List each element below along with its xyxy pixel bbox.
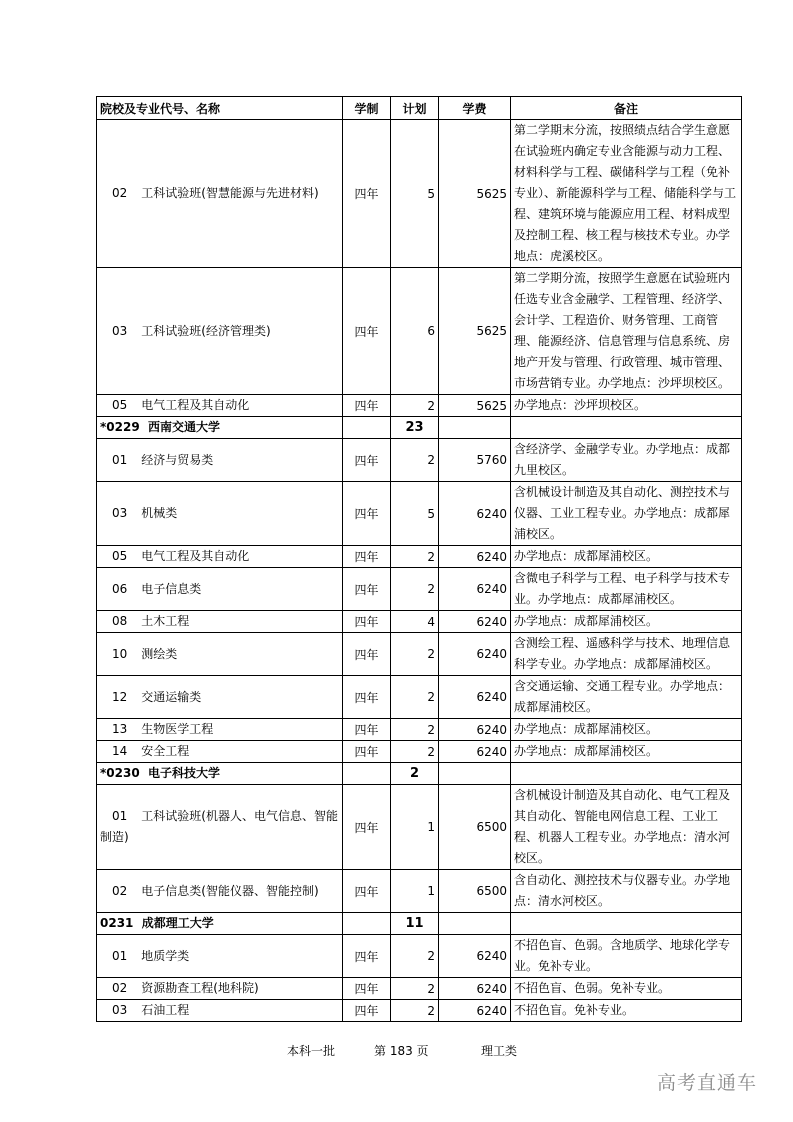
fee-cell: 6240 — [439, 1000, 511, 1022]
fee-cell: 6500 — [439, 785, 511, 870]
table-row — [97, 676, 742, 719]
system-cell — [343, 763, 391, 785]
table-row — [97, 978, 742, 1000]
plan-cell: 2 — [391, 935, 439, 978]
admission-plan-table — [96, 96, 742, 1022]
fee-cell: 6240 — [439, 546, 511, 568]
plan-cell: 2 — [391, 719, 439, 741]
plan-cell: 2 — [391, 978, 439, 1000]
fee-cell — [439, 417, 511, 439]
plan-cell: 4 — [391, 611, 439, 633]
plan-cell: 2 — [391, 676, 439, 719]
major-name: 电子信息类(智能仪器、智能控制) — [141, 883, 319, 898]
school-name: 西南交通大学 — [148, 420, 221, 434]
header-plan: 计划 — [391, 97, 439, 120]
major-cell — [97, 439, 343, 482]
major-name: 电气工程及其自动化 — [141, 398, 250, 412]
fee-cell: 6500 — [439, 870, 511, 913]
school-code: *0230 — [100, 766, 140, 780]
major-code: 03 — [112, 323, 128, 338]
note-cell: 不招色盲。免补专业。 — [511, 1000, 742, 1022]
major-name: 工科试验班(机器人、电气信息、智能制造) — [100, 809, 338, 844]
major-code: 03 — [112, 1003, 128, 1017]
system-cell: 四年 — [343, 546, 391, 568]
table-row — [97, 395, 742, 417]
major-cell — [97, 1000, 343, 1022]
system-cell: 四年 — [343, 741, 391, 763]
major-code: 13 — [112, 722, 128, 736]
major-name: 工科试验班(智慧能源与先进材料) — [141, 186, 319, 200]
major-name: 工科试验班(经济管理类) — [141, 323, 271, 338]
header-note: 备注 — [511, 97, 742, 120]
major-name: 交通运输类 — [141, 689, 202, 704]
fee-cell — [439, 763, 511, 785]
fee-cell: 6240 — [439, 611, 511, 633]
note-cell: 第二学期分流，按照学生意愿在试验班内任选专业含金融学、工程管理、经济学、会计学、工程造价、财务管理、工商管理、能源经济、信息管理与信息系统、房地产开发与管理、行政管理、城市管理、市场营销专业。办学地点：沙坪坝校区。 — [511, 268, 742, 395]
note-cell: 含经济学、金融学专业。办学地点：成都九里校区。 — [511, 439, 742, 482]
major-cell — [97, 741, 343, 763]
school-row — [97, 763, 742, 785]
major-cell — [97, 611, 343, 633]
major-code: 01 — [112, 948, 128, 963]
major-code: 05 — [112, 549, 128, 563]
fee-cell — [439, 913, 511, 935]
major-code: 14 — [112, 744, 128, 758]
table-row — [97, 870, 742, 913]
table-row — [97, 633, 742, 676]
major-cell — [97, 482, 343, 546]
system-cell: 四年 — [343, 935, 391, 978]
note-cell: 第二学期末分流，按照绩点结合学生意愿在试验班内确定专业含能源与动力工程、材料科学与工程、碳储科学与工程（免补专业）、新能源科学与工程、储能科学与工程、建筑环境与能源应用工程、材料成型及控制工程、核工程与核技术专业。办学地点：虎溪校区。 — [511, 120, 742, 268]
footer-batch: 本科一批 — [287, 1044, 336, 1058]
note-cell: 办学地点：成都犀浦校区。 — [511, 741, 742, 763]
school-cell — [97, 763, 343, 785]
school-name: 电子科技大学 — [148, 766, 221, 780]
table-row — [97, 785, 742, 870]
system-cell — [343, 913, 391, 935]
table-row — [97, 568, 742, 611]
major-code: 05 — [112, 398, 128, 412]
school-cell — [97, 417, 343, 439]
table-row — [97, 482, 742, 546]
system-cell: 四年 — [343, 719, 391, 741]
major-code: 03 — [112, 506, 128, 520]
school-code: *0229 — [100, 420, 140, 434]
school-plan-total: 11 — [391, 913, 439, 935]
major-name: 土木工程 — [141, 614, 190, 628]
note-cell: 不招色盲、色弱。免补专业。 — [511, 978, 742, 1000]
table-row — [97, 741, 742, 763]
fee-cell: 6240 — [439, 978, 511, 1000]
fee-cell: 5760 — [439, 439, 511, 482]
major-code: 01 — [112, 452, 128, 467]
fee-cell: 6240 — [439, 935, 511, 978]
table-row — [97, 719, 742, 741]
major-cell — [97, 935, 343, 978]
fee-cell: 5625 — [439, 268, 511, 395]
fee-cell: 6240 — [439, 676, 511, 719]
major-name: 地质学类 — [141, 948, 190, 963]
note-cell: 不招色盲、色弱。含地质学、地球化学专业。免补专业。 — [511, 935, 742, 978]
major-name: 石油工程 — [141, 1003, 190, 1017]
fee-cell: 5625 — [439, 395, 511, 417]
plan-cell: 2 — [391, 1000, 439, 1022]
major-cell — [97, 785, 343, 870]
table-row — [97, 1000, 742, 1022]
note-cell: 含自动化、测控技术与仪器专业。办学地点：清水河校区。 — [511, 870, 742, 913]
major-name: 安全工程 — [141, 744, 190, 758]
major-cell — [97, 676, 343, 719]
major-code: 12 — [112, 689, 128, 704]
note-cell — [511, 417, 742, 439]
plan-cell: 5 — [391, 482, 439, 546]
major-name: 资源勘查工程(地科院) — [141, 981, 259, 995]
major-code: 06 — [112, 581, 128, 596]
fee-cell: 6240 — [439, 741, 511, 763]
header-name: 院校及专业代号、名称 — [97, 97, 343, 120]
watermark: 高考直通车 — [657, 1072, 758, 1094]
plan-cell: 2 — [391, 633, 439, 676]
school-code: 0231 — [100, 916, 134, 930]
note-cell: 办学地点：成都犀浦校区。 — [511, 611, 742, 633]
major-cell — [97, 978, 343, 1000]
system-cell: 四年 — [343, 268, 391, 395]
footer-page-number: 第 183 页 — [374, 1044, 429, 1058]
fee-cell: 5625 — [439, 120, 511, 268]
school-cell — [97, 913, 343, 935]
major-name: 测绘类 — [141, 646, 178, 661]
plan-cell: 1 — [391, 870, 439, 913]
plan-cell: 2 — [391, 546, 439, 568]
major-code: 02 — [112, 883, 128, 898]
major-name: 机械类 — [141, 506, 178, 520]
major-name: 经济与贸易类 — [141, 452, 214, 467]
school-plan-total: 23 — [391, 417, 439, 439]
major-cell — [97, 870, 343, 913]
major-code: 02 — [112, 186, 128, 200]
system-cell: 四年 — [343, 120, 391, 268]
footer-category: 理工类 — [481, 1044, 518, 1058]
major-cell — [97, 633, 343, 676]
system-cell: 四年 — [343, 395, 391, 417]
header-system: 学制 — [343, 97, 391, 120]
major-code: 01 — [112, 809, 128, 823]
system-cell: 四年 — [343, 978, 391, 1000]
major-code: 08 — [112, 614, 128, 628]
table-row — [97, 120, 742, 268]
system-cell: 四年 — [343, 1000, 391, 1022]
major-cell — [97, 120, 343, 268]
table-row — [97, 935, 742, 978]
system-cell: 四年 — [343, 633, 391, 676]
system-cell: 四年 — [343, 568, 391, 611]
major-cell — [97, 719, 343, 741]
plan-cell: 2 — [391, 568, 439, 611]
plan-cell: 6 — [391, 268, 439, 395]
plan-cell: 2 — [391, 741, 439, 763]
major-code: 02 — [112, 981, 128, 995]
major-name: 电子信息类 — [141, 581, 202, 596]
table-row — [97, 439, 742, 482]
note-cell: 含机械设计制造及其自动化、测控技术与仪器、工业工程专业。办学地点：成都犀浦校区。 — [511, 482, 742, 546]
note-cell: 办学地点：成都犀浦校区。 — [511, 719, 742, 741]
major-cell — [97, 395, 343, 417]
header-fee: 学费 — [439, 97, 511, 120]
note-cell: 办学地点：成都犀浦校区。 — [511, 546, 742, 568]
major-code: 10 — [112, 646, 128, 661]
major-cell — [97, 546, 343, 568]
fee-cell: 6240 — [439, 568, 511, 611]
note-cell — [511, 913, 742, 935]
table-header-row — [97, 97, 742, 120]
system-cell: 四年 — [343, 439, 391, 482]
system-cell — [343, 417, 391, 439]
school-name: 成都理工大学 — [141, 916, 214, 930]
note-cell — [511, 763, 742, 785]
school-row — [97, 913, 742, 935]
note-cell: 含微电子科学与工程、电子科学与技术专业。办学地点：成都犀浦校区。 — [511, 568, 742, 611]
system-cell: 四年 — [343, 870, 391, 913]
school-plan-total: 2 — [391, 763, 439, 785]
fee-cell: 6240 — [439, 633, 511, 676]
table-row — [97, 611, 742, 633]
major-cell — [97, 568, 343, 611]
system-cell: 四年 — [343, 785, 391, 870]
school-row — [97, 417, 742, 439]
note-cell: 含交通运输、交通工程专业。办学地点：成都犀浦校区。 — [511, 676, 742, 719]
fee-cell: 6240 — [439, 719, 511, 741]
system-cell: 四年 — [343, 611, 391, 633]
note-cell: 含机械设计制造及其自动化、电气工程及其自动化、智能电网信息工程、工业工程、机器人工程专业。办学地点：清水河校区。 — [511, 785, 742, 870]
plan-cell: 5 — [391, 120, 439, 268]
note-cell: 办学地点：沙坪坝校区。 — [511, 395, 742, 417]
table-row — [97, 546, 742, 568]
fee-cell: 6240 — [439, 482, 511, 546]
note-cell: 含测绘工程、遥感科学与技术、地理信息科学专业。办学地点：成都犀浦校区。 — [511, 633, 742, 676]
plan-cell: 1 — [391, 785, 439, 870]
system-cell: 四年 — [343, 676, 391, 719]
plan-cell: 2 — [391, 395, 439, 417]
major-name: 电气工程及其自动化 — [141, 549, 250, 563]
table-row — [97, 268, 742, 395]
major-cell — [97, 268, 343, 395]
major-name: 生物医学工程 — [141, 722, 214, 736]
system-cell: 四年 — [343, 482, 391, 546]
plan-cell: 2 — [391, 439, 439, 482]
